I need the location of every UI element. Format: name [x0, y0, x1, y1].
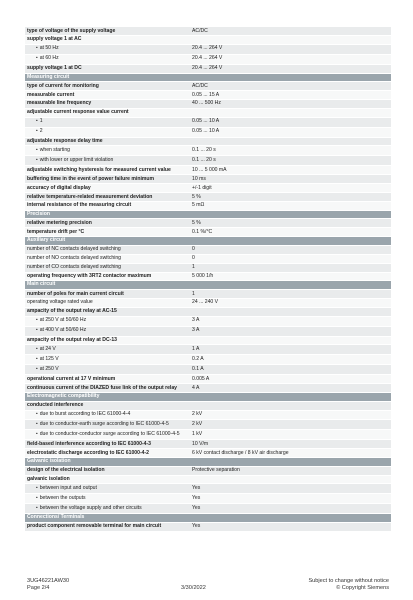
spec-value: Yes — [190, 523, 391, 531]
spec-label: relative metering precision — [25, 219, 190, 227]
spec-label: • due to conductor-earth surge according to IEC 61000-4-5 — [25, 420, 190, 429]
spec-row — [25, 327, 391, 337]
spec-label: supply voltage 1 at AC — [25, 36, 190, 44]
spec-row — [25, 308, 391, 317]
spec-label: operating frequency with 3RT2 contactor maximum — [25, 273, 190, 281]
spec-value: 0 — [190, 246, 391, 254]
spec-value: 20.4 ... 264 V — [190, 45, 391, 54]
spec-label: number of NO contacts delayed switching — [25, 255, 190, 263]
spec-row — [25, 384, 391, 393]
spec-label: number of NC contacts delayed switching — [25, 246, 190, 254]
spec-table — [25, 27, 391, 532]
spec-row — [25, 484, 391, 494]
spec-value: 1 kV — [190, 430, 391, 439]
spec-value: AC/DC — [190, 82, 391, 90]
spec-value: Yes — [190, 504, 391, 513]
spec-label: number of poles for main current circuit — [25, 290, 190, 298]
spec-row — [25, 65, 391, 74]
spec-label: • at 250 V — [25, 365, 190, 374]
change-notice: Subject to change without notice — [308, 578, 389, 584]
spec-row — [25, 184, 391, 193]
spec-value — [190, 337, 391, 345]
spec-label: ampacity of the output relay at DC-13 — [25, 337, 190, 345]
spec-label: temperature drift per °C — [25, 228, 190, 236]
spec-value: 10 ... 5 000 mA — [190, 166, 391, 174]
spec-label: ampacity of the output relay at AC-15 — [25, 308, 190, 316]
spec-row — [25, 440, 391, 449]
article-number: 3UG46221AW30 — [27, 578, 70, 584]
spec-row — [25, 264, 391, 273]
spec-label: buffering time in the event of power failure minimum — [25, 175, 190, 183]
spec-value: 4 A — [190, 384, 391, 392]
spec-label: continuous current of the DIAZED fuse link of the output relay — [25, 384, 190, 392]
spec-label: • between the outputs — [25, 494, 190, 503]
spec-row — [25, 246, 391, 255]
spec-label: • between input and output — [25, 484, 190, 493]
spec-value: 0.1 ... 20 s — [190, 156, 391, 165]
spec-value: 20.4 ... 264 V — [190, 65, 391, 73]
section-header: Electromagnetic compatibility — [25, 393, 391, 402]
spec-row — [25, 420, 391, 430]
spec-row — [25, 355, 391, 365]
spec-row — [25, 45, 391, 55]
spec-row — [25, 494, 391, 504]
spec-label: galvanic isolation — [25, 476, 190, 484]
spec-value: 10 V/m — [190, 440, 391, 448]
spec-row — [25, 156, 391, 166]
spec-value: 1 — [190, 264, 391, 272]
spec-value: 0.05 ... 10 A — [190, 118, 391, 127]
spec-row — [25, 100, 391, 109]
spec-label: • at 60 Hz — [25, 55, 190, 64]
spec-row — [25, 273, 391, 282]
spec-label: supply voltage 1 at DC — [25, 65, 190, 73]
spec-label: operating voltage rated value — [25, 299, 190, 307]
spec-value: Yes — [190, 484, 391, 493]
spec-row — [25, 228, 391, 237]
spec-value — [190, 476, 391, 484]
spec-label: measurable current — [25, 91, 190, 99]
spec-value: 20.4 ... 264 V — [190, 55, 391, 64]
section-header: Connections/ Terminals — [25, 514, 391, 523]
spec-label: • with lower or upper limit violation — [25, 156, 190, 165]
spec-label: • due to burst according to IEC 61000-4-4 — [25, 411, 190, 420]
spec-value: 5 mΩ — [190, 202, 391, 210]
spec-row — [25, 55, 391, 65]
spec-row — [25, 128, 391, 138]
spec-value: AC/DC — [190, 27, 391, 35]
spec-value: 5 000 1/h — [190, 273, 391, 281]
spec-label: number of CO contacts delayed switching — [25, 264, 190, 272]
spec-label: relative temperature-related measurement deviation — [25, 193, 190, 201]
spec-value: 3 A — [190, 317, 391, 326]
spec-label: type of voltage of the supply voltage — [25, 27, 190, 35]
spec-row — [25, 365, 391, 375]
spec-label: electrostatic discharge according to IEC 61000-4-2 — [25, 449, 190, 457]
section-header: Galvanic isolation — [25, 458, 391, 467]
spec-value: 0.05 ... 15 A — [190, 91, 391, 99]
spec-value — [190, 36, 391, 44]
spec-value: 1 A — [190, 345, 391, 354]
spec-label: • due to conductor-conductor surge according to IEC 61000-4-5 — [25, 430, 190, 439]
spec-row — [25, 166, 391, 175]
spec-value: 0.1 ... 20 s — [190, 146, 391, 155]
spec-row — [25, 193, 391, 202]
spec-value: Yes — [190, 494, 391, 503]
spec-label: design of the electrical isolation — [25, 467, 190, 475]
spec-value: 3 A — [190, 327, 391, 336]
spec-value: 5 % — [190, 219, 391, 227]
spec-value: 0.05 ... 10 A — [190, 128, 391, 137]
spec-row — [25, 449, 391, 458]
spec-row — [25, 290, 391, 299]
spec-label: field-based interference according to IEC 61000-4-3 — [25, 440, 190, 448]
spec-label: • at 125 V — [25, 355, 190, 364]
spec-row — [25, 255, 391, 264]
spec-value: 0.2 A — [190, 355, 391, 364]
spec-row — [25, 146, 391, 156]
spec-label: • between the voltage supply and other circuits — [25, 504, 190, 513]
spec-label: • 1 — [25, 118, 190, 127]
spec-row — [25, 430, 391, 440]
spec-label: measurable line frequency — [25, 100, 190, 108]
spec-label: • at 400 V at 50/60 Hz — [25, 327, 190, 336]
spec-label: • at 250 V at 50/60 Hz — [25, 317, 190, 326]
spec-row — [25, 375, 391, 384]
spec-label: adjustable current response value current — [25, 109, 190, 117]
section-header: Auxiliary circuit — [25, 237, 391, 246]
section-header: Precision — [25, 211, 391, 220]
spec-row — [25, 317, 391, 327]
spec-row — [25, 411, 391, 421]
spec-label: conducted interference — [25, 402, 190, 410]
spec-label: • when starting — [25, 146, 190, 155]
spec-row — [25, 523, 391, 532]
spec-row — [25, 299, 391, 308]
spec-value — [190, 402, 391, 410]
print-date: 3/30/2022 — [181, 585, 206, 591]
spec-value: 2 kV — [190, 420, 391, 429]
spec-value: 0.005 A — [190, 375, 391, 383]
spec-row — [25, 504, 391, 514]
spec-value — [190, 109, 391, 117]
spec-label: accuracy of digital display — [25, 184, 190, 192]
spec-label: • at 24 V — [25, 345, 190, 354]
spec-row — [25, 402, 391, 411]
spec-label: • at 50 Hz — [25, 45, 190, 54]
spec-value: 10 ms — [190, 175, 391, 183]
spec-value: Protective separation — [190, 467, 391, 475]
spec-row — [25, 138, 391, 147]
spec-label: • 2 — [25, 128, 190, 137]
spec-label: adjustable switching hysteresis for measured current value — [25, 166, 190, 174]
spec-label: internal resistance of the measuring circuit — [25, 202, 190, 210]
spec-value: 6 kV contact discharge / 8 kV air discharge — [190, 449, 391, 457]
spec-row — [25, 202, 391, 211]
section-header: Main circuit — [25, 281, 391, 290]
spec-row — [25, 109, 391, 118]
spec-row — [25, 82, 391, 91]
spec-value: +/-1 digit — [190, 184, 391, 192]
spec-value: 2 kV — [190, 411, 391, 420]
spec-value: 0.1 %/°C — [190, 228, 391, 236]
spec-label: product component removable terminal for main circuit — [25, 523, 190, 531]
spec-row — [25, 27, 391, 36]
spec-row — [25, 118, 391, 128]
spec-value: 40 ... 500 Hz — [190, 100, 391, 108]
section-header: Measuring circuit — [25, 74, 391, 83]
spec-value: 1 — [190, 290, 391, 298]
spec-value: 24 ... 240 V — [190, 299, 391, 307]
spec-row — [25, 467, 391, 476]
spec-row — [25, 91, 391, 100]
spec-label: type of current for monitoring — [25, 82, 190, 90]
spec-value: 0 — [190, 255, 391, 263]
spec-label: operational current at 17 V minimum — [25, 375, 190, 383]
spec-value: 0.1 A — [190, 365, 391, 374]
spec-row — [25, 219, 391, 228]
spec-value: 5 % — [190, 193, 391, 201]
spec-label: adjustable response delay time — [25, 138, 190, 146]
spec-row — [25, 345, 391, 355]
page-number: Page 2/4 — [27, 585, 50, 592]
spec-row — [25, 175, 391, 184]
spec-row — [25, 476, 391, 485]
copyright: © Copyright Siemens — [336, 585, 389, 592]
spec-row — [25, 337, 391, 346]
spec-value — [190, 308, 391, 316]
spec-value — [190, 138, 391, 146]
spec-row — [25, 36, 391, 45]
